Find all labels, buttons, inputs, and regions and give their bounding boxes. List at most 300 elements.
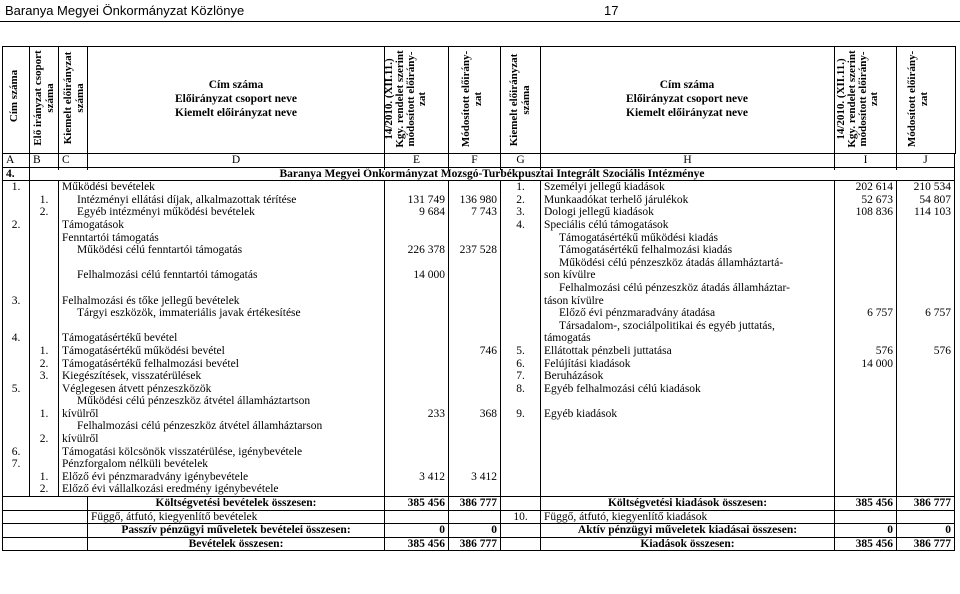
- row-expense-number: 6.: [501, 358, 541, 371]
- row-revenue-label: [59, 320, 385, 333]
- totals-revenue-e: [385, 510, 449, 524]
- totals-expense-i: [835, 510, 897, 524]
- hdr-e-l2: Kgy. rendelet szerint: [394, 50, 406, 148]
- hdr-i-rendelet: [836, 48, 880, 150]
- row-cim-number: [3, 433, 30, 446]
- totals-revenue-f: 386 777: [449, 537, 501, 551]
- hdr-name-l2: Előirányzat csoport neve: [174, 93, 297, 105]
- row-expense-i: 576: [835, 345, 897, 358]
- totals-spacer: [3, 524, 88, 538]
- table-row: [3, 194, 955, 207]
- row-csoport-number: [30, 244, 59, 257]
- sep-f: [500, 46, 501, 170]
- row-expense-label: Felhalmozási célú pénzeszköz átadás államháztar-: [559, 281, 790, 294]
- row-expense-number: [501, 244, 541, 257]
- row-expense-label: [541, 471, 835, 484]
- row-cim-number: 5.: [3, 383, 30, 396]
- section-number: 4.: [3, 167, 30, 181]
- hdr-eloiranyzat-csoport: Elő irányzat csoport száma: [32, 50, 56, 146]
- row-csoport-number: 2.: [30, 206, 59, 219]
- row-expense-label: [541, 420, 835, 433]
- row-expense-j: [897, 332, 955, 345]
- row-expense-i: [835, 408, 897, 421]
- row-revenue-e: [385, 370, 449, 383]
- row-revenue-e: [385, 458, 449, 471]
- row-revenue-f: [449, 370, 501, 383]
- row-revenue-label: Felhalmozási célú fenntartói támogatás: [77, 269, 258, 282]
- table-row: [3, 282, 955, 295]
- row-revenue-label: Előző évi pénzmaradvány igénybevétele: [62, 470, 249, 483]
- row-expense-i: 108 836: [835, 206, 897, 219]
- row-revenue-e: [385, 358, 449, 371]
- totals-expense-j: 386 777: [897, 497, 955, 511]
- row-expense-label: [541, 483, 835, 496]
- row-revenue-label: Fenntartói támogatás: [62, 231, 159, 244]
- hdr-e-l1: 14/2010. (XII.11.): [383, 58, 395, 140]
- row-revenue-e: [385, 332, 449, 345]
- budget-table-body: [3, 154, 955, 551]
- row-csoport-number: [30, 320, 59, 333]
- row-expense-i: [835, 420, 897, 433]
- row-expense-label: [541, 458, 835, 471]
- row-revenue-f: [449, 295, 501, 308]
- totals-expense-i: 385 456: [835, 497, 897, 511]
- row-expense-i: [835, 332, 897, 345]
- hdr-f-l2: zat: [472, 91, 484, 107]
- column-letter-d: D: [88, 154, 385, 168]
- row-expense-j: [897, 320, 955, 333]
- totals-expense-i: 0: [835, 524, 897, 538]
- row-expense-j: [897, 370, 955, 383]
- row-revenue-e: [385, 320, 449, 333]
- row-revenue-f: [449, 483, 501, 496]
- row-revenue-e: [385, 219, 449, 232]
- table-row: [3, 446, 955, 459]
- row-expense-label: Speciális célú támogatások: [544, 218, 669, 231]
- row-expense-j: 576: [897, 345, 955, 358]
- table-row: [3, 307, 955, 320]
- hdr-name-left: [88, 78, 384, 120]
- table-row: [3, 257, 955, 270]
- row-expense-i: [835, 269, 897, 282]
- table-row: [3, 181, 955, 194]
- row-cim-number: [3, 483, 30, 496]
- row-cim-number: [3, 408, 30, 421]
- row-expense-number: [501, 295, 541, 308]
- totals-revenue-label: Bevételek összesen:: [88, 537, 385, 551]
- row-csoport-number: [30, 446, 59, 459]
- hdr-i-l4: zat: [868, 91, 880, 107]
- row-csoport-number: [30, 232, 59, 245]
- page-header: [0, 0, 960, 24]
- row-cim-number: [3, 307, 30, 320]
- totals-expense-label: Aktív pénzügyi műveletek kiadásai összesen:: [541, 524, 835, 538]
- row-expense-j: [897, 383, 955, 396]
- row-expense-j: [897, 244, 955, 257]
- row-expense-number: [501, 257, 541, 270]
- row-revenue-label: [59, 282, 385, 295]
- table-row: [3, 320, 955, 333]
- row-revenue-label: Támogatásértékű felhalmozási bevétel: [62, 357, 239, 370]
- row-expense-label: Működési célú pénzeszköz átadás államháztartá-: [559, 256, 784, 269]
- hdr-name-r2: Előirányzat csoport neve: [625, 93, 748, 105]
- row-cim-number: 2.: [3, 219, 30, 232]
- row-revenue-e: [385, 420, 449, 433]
- totals-expense-number: [501, 497, 541, 511]
- row-csoport-number: 1.: [30, 345, 59, 358]
- row-revenue-label: Felhalmozási célú pénzeszköz átvétel államháztarson: [77, 420, 323, 433]
- row-revenue-f: [449, 219, 501, 232]
- row-revenue-e: 226 378: [385, 244, 449, 257]
- totals-row: [3, 537, 955, 551]
- row-csoport-number: [30, 383, 59, 396]
- row-revenue-label: Támogatásértékű bevétel: [62, 332, 178, 345]
- row-expense-label: Egyéb kiadások: [544, 407, 618, 420]
- row-cim-number: 7.: [3, 458, 30, 471]
- row-expense-label: Dologi jellegű kiadások: [544, 206, 654, 219]
- row-revenue-e: [385, 395, 449, 408]
- column-letter-a: A: [3, 154, 30, 168]
- column-letter-e: E: [385, 154, 449, 168]
- row-cim-number: [3, 257, 30, 270]
- totals-expense-j: 0: [897, 524, 955, 538]
- row-revenue-label: Működési célú fenntartói támogatás: [77, 244, 243, 257]
- row-expense-i: [835, 458, 897, 471]
- totals-expense-number: [501, 537, 541, 551]
- row-expense-i: [835, 433, 897, 446]
- table-row: [3, 483, 955, 496]
- row-expense-label: Felújítási kiadások: [544, 357, 631, 370]
- hdr-i-l3: módosított előirány-: [857, 51, 869, 147]
- row-expense-label: [541, 395, 835, 408]
- row-revenue-e: 233: [385, 408, 449, 421]
- row-expense-number: 9.: [501, 408, 541, 421]
- row-csoport-number: [30, 420, 59, 433]
- row-expense-i: [835, 219, 897, 232]
- row-revenue-label: [59, 257, 385, 270]
- row-expense-j: [897, 446, 955, 459]
- row-cim-number: [3, 320, 30, 333]
- row-expense-number: 7.: [501, 370, 541, 383]
- row-csoport-number: 1.: [30, 408, 59, 421]
- row-expense-j: [897, 483, 955, 496]
- budget-table: [2, 153, 955, 551]
- row-expense-j: [897, 358, 955, 371]
- row-cim-number: [3, 282, 30, 295]
- row-expense-number: [501, 395, 541, 408]
- row-expense-number: [501, 420, 541, 433]
- row-expense-label: son kívülre: [544, 269, 596, 282]
- row-csoport-number: [30, 307, 59, 320]
- totals-revenue-label: Függő, átfutó, kiegyenlítő bevételek: [88, 510, 385, 524]
- row-cim-number: [3, 345, 30, 358]
- row-expense-number: 4.: [501, 219, 541, 232]
- row-revenue-label: Pénzforgalom nélküli bevételek: [62, 458, 209, 471]
- row-revenue-f: [449, 332, 501, 345]
- column-letter-c: C: [59, 154, 88, 168]
- row-expense-j: [897, 295, 955, 308]
- row-csoport-number: 1.: [30, 194, 59, 207]
- hdr-cim-szama: Cím száma: [8, 69, 20, 123]
- hdr-f-modositott: [460, 48, 484, 150]
- row-expense-number: [501, 433, 541, 446]
- table-row: [3, 269, 955, 282]
- column-letter-h: H: [541, 154, 835, 168]
- totals-spacer: [3, 497, 88, 511]
- totals-expense-label: Költségvetési kiadások összesen:: [541, 497, 835, 511]
- row-revenue-f: 7 743: [449, 206, 501, 219]
- row-cim-number: [3, 194, 30, 207]
- row-cim-number: 6.: [3, 446, 30, 459]
- hdr-e-l4: zat: [416, 91, 428, 107]
- row-expense-j: 210 534: [897, 181, 955, 194]
- row-expense-label: [541, 446, 835, 459]
- row-expense-label: Egyéb felhalmozási célú kiadások: [544, 382, 701, 395]
- row-expense-number: [501, 483, 541, 496]
- table-row: [3, 295, 955, 308]
- totals-spacer: [3, 537, 88, 551]
- totals-revenue-label: Passzív pénzügyi műveletek bevételei összesen:: [88, 524, 385, 538]
- table-row: [3, 244, 955, 257]
- row-csoport-number: [30, 332, 59, 345]
- row-expense-number: 8.: [501, 383, 541, 396]
- row-revenue-label: Egyéb intézményi működési bevételek: [77, 206, 255, 219]
- row-expense-j: 54 807: [897, 194, 955, 207]
- totals-expense-j: 386 777: [897, 537, 955, 551]
- row-expense-number: 2.: [501, 194, 541, 207]
- row-revenue-label: Támogatási kölcsönök visszatérülése, igénybevétele: [62, 445, 303, 458]
- header-rule: [0, 21, 960, 22]
- row-expense-i: [835, 471, 897, 484]
- row-revenue-e: 9 684: [385, 206, 449, 219]
- row-expense-label: táson kívülre: [544, 294, 604, 307]
- table-row: [3, 395, 955, 408]
- row-expense-i: 14 000: [835, 358, 897, 371]
- row-expense-j: [897, 471, 955, 484]
- row-revenue-label: Előző évi vállalkozási eredmény igénybevétele: [62, 483, 279, 496]
- totals-expense-label: Függő, átfutó, kiegyenlítő kiadások: [541, 510, 835, 524]
- totals-spacer: [3, 510, 88, 524]
- row-revenue-label: Támogatások: [62, 218, 124, 231]
- row-revenue-label: Kiegészítések, visszatérülések: [62, 370, 202, 383]
- table-row: [3, 219, 955, 232]
- totals-expense-j: [897, 510, 955, 524]
- row-expense-number: [501, 458, 541, 471]
- row-revenue-e: 131 749: [385, 194, 449, 207]
- row-expense-number: [501, 307, 541, 320]
- row-revenue-e: [385, 181, 449, 194]
- row-revenue-f: [449, 420, 501, 433]
- row-revenue-e: [385, 307, 449, 320]
- row-revenue-f: [449, 446, 501, 459]
- row-expense-number: [501, 446, 541, 459]
- row-cim-number: [3, 471, 30, 484]
- row-cim-number: 4.: [3, 332, 30, 345]
- row-csoport-number: 2.: [30, 433, 59, 446]
- table-row: [3, 408, 955, 421]
- row-expense-label: Támogatásértékű működési kiadás: [559, 231, 719, 244]
- row-expense-i: [835, 282, 897, 295]
- row-expense-j: [897, 458, 955, 471]
- row-cim-number: [3, 420, 30, 433]
- totals-row: [3, 497, 955, 511]
- row-expense-number: [501, 332, 541, 345]
- row-revenue-e: [385, 483, 449, 496]
- row-csoport-number: [30, 395, 59, 408]
- row-expense-j: [897, 257, 955, 270]
- row-expense-i: [835, 483, 897, 496]
- row-revenue-e: [385, 446, 449, 459]
- row-revenue-label: kívülről: [62, 407, 99, 420]
- hdr-j-l2: zat: [918, 91, 930, 107]
- row-revenue-f: [449, 320, 501, 333]
- column-letter-j: J: [897, 154, 955, 168]
- table-row: [3, 370, 955, 383]
- row-revenue-e: 14 000: [385, 269, 449, 282]
- hdr-e-l3: módosított előirány-: [405, 51, 417, 147]
- row-expense-label: Munkaadókat terhelő járulékok: [544, 193, 689, 206]
- hdr-e-rendelet: [384, 48, 428, 150]
- row-revenue-f: [449, 458, 501, 471]
- hdr-f-l1: Módosított előirány-: [460, 50, 472, 148]
- row-csoport-number: [30, 282, 59, 295]
- sep-i: [896, 46, 897, 170]
- row-revenue-f: [449, 358, 501, 371]
- row-revenue-e: [385, 257, 449, 270]
- row-revenue-e: [385, 383, 449, 396]
- row-cim-number: [3, 358, 30, 371]
- hdr-i-l2: Kgy. rendelet szerint: [846, 50, 858, 148]
- table-row: [3, 232, 955, 245]
- row-revenue-e: [385, 433, 449, 446]
- row-revenue-f: [449, 269, 501, 282]
- totals-revenue-label: Költségvetési bevételek összesen:: [88, 497, 385, 511]
- table-row: [3, 358, 955, 371]
- column-letter-row: [3, 154, 955, 168]
- row-revenue-label: Intézményi ellátási díjak, alkalmazottak térítése: [77, 193, 297, 206]
- column-letter-b: B: [30, 154, 59, 168]
- sep-b: [58, 46, 59, 170]
- totals-revenue-f: 0: [449, 524, 501, 538]
- hdr-name-l1: Cím száma: [208, 79, 264, 91]
- hdr-g-kiemelt: Kiemelt előirányzat száma: [508, 53, 532, 147]
- table-row: [3, 433, 955, 446]
- page-number: 17: [604, 3, 619, 18]
- row-expense-number: [501, 282, 541, 295]
- row-cim-number: [3, 206, 30, 219]
- row-expense-j: [897, 282, 955, 295]
- hdr-name-r3: Kiemelt előirányzat neve: [626, 107, 748, 119]
- row-expense-i: 6 757: [835, 307, 897, 320]
- hdr-name-r1: Cím száma: [659, 79, 715, 91]
- row-expense-label: Ellátottak pénzbeli juttatása: [544, 344, 672, 357]
- row-expense-number: 3.: [501, 206, 541, 219]
- section-title: Baranya Megyei Önkormányzat Mozsgó-Turbékpusztai Integrált Szociális Intézménye: [30, 167, 955, 181]
- row-revenue-f: [449, 257, 501, 270]
- publication-title: Baranya Megyei Önkormányzat Közlönye: [5, 3, 245, 18]
- row-expense-number: [501, 269, 541, 282]
- row-revenue-f: [449, 307, 501, 320]
- section-title-row: [3, 167, 955, 181]
- hdr-kiemelt-eloiranyzat: Kiemelt előirányzat száma: [62, 51, 86, 145]
- row-revenue-e: [385, 345, 449, 358]
- table-row: [3, 458, 955, 471]
- table-row: [3, 206, 955, 219]
- hdr-j-modositott: [906, 48, 930, 150]
- row-expense-number: [501, 232, 541, 245]
- row-cim-number: [3, 395, 30, 408]
- row-revenue-f: [449, 181, 501, 194]
- row-revenue-f: 368: [449, 408, 501, 421]
- table-row: [3, 345, 955, 358]
- row-revenue-f: [449, 433, 501, 446]
- row-expense-j: [897, 232, 955, 245]
- table-row: [3, 332, 955, 345]
- row-expense-i: [835, 446, 897, 459]
- row-expense-j: [897, 408, 955, 421]
- row-csoport-number: [30, 181, 59, 194]
- row-csoport-number: [30, 458, 59, 471]
- row-expense-i: 202 614: [835, 181, 897, 194]
- totals-row: [3, 524, 955, 538]
- column-letter-g: G: [501, 154, 541, 168]
- totals-revenue-e: 385 456: [385, 497, 449, 511]
- totals-expense-i: 385 456: [835, 537, 897, 551]
- row-expense-i: [835, 257, 897, 270]
- row-revenue-f: [449, 395, 501, 408]
- totals-expense-number: [501, 524, 541, 538]
- column-letter-i: I: [835, 154, 897, 168]
- sep-a: [29, 46, 30, 170]
- row-expense-j: 6 757: [897, 307, 955, 320]
- sep-e: [448, 46, 449, 170]
- row-expense-i: [835, 370, 897, 383]
- totals-row: [3, 510, 955, 524]
- row-revenue-f: [449, 383, 501, 396]
- row-revenue-f: 237 528: [449, 244, 501, 257]
- row-csoport-number: 3.: [30, 370, 59, 383]
- row-expense-i: [835, 244, 897, 257]
- hdr-name-l3: Kiemelt előirányzat neve: [175, 107, 297, 119]
- row-csoport-number: [30, 269, 59, 282]
- row-expense-i: [835, 232, 897, 245]
- row-revenue-f: 746: [449, 345, 501, 358]
- row-expense-i: [835, 395, 897, 408]
- hdr-i-l1: 14/2010. (XII.11.): [835, 58, 847, 140]
- row-cim-number: [3, 244, 30, 257]
- row-expense-j: [897, 433, 955, 446]
- hdr-j-l1: Módosított előirány-: [906, 50, 918, 148]
- totals-revenue-e: 0: [385, 524, 449, 538]
- row-revenue-label: Véglegesen átvett pénzeszközök: [62, 382, 212, 395]
- row-expense-i: [835, 295, 897, 308]
- row-revenue-label: kívülről: [62, 433, 99, 446]
- row-expense-label: [541, 433, 835, 446]
- row-revenue-e: [385, 295, 449, 308]
- row-csoport-number: [30, 219, 59, 232]
- row-expense-number: 1.: [501, 181, 541, 194]
- table-row: [3, 420, 955, 433]
- hdr-name-right: [540, 78, 834, 120]
- row-cim-number: [3, 269, 30, 282]
- row-cim-number: 1.: [3, 181, 30, 194]
- row-expense-j: [897, 269, 955, 282]
- row-expense-label: Támogatásértékű felhalmozási kiadás: [559, 244, 733, 257]
- row-expense-number: [501, 471, 541, 484]
- table-row: [3, 471, 955, 484]
- row-csoport-number: 1.: [30, 471, 59, 484]
- row-expense-i: 52 673: [835, 194, 897, 207]
